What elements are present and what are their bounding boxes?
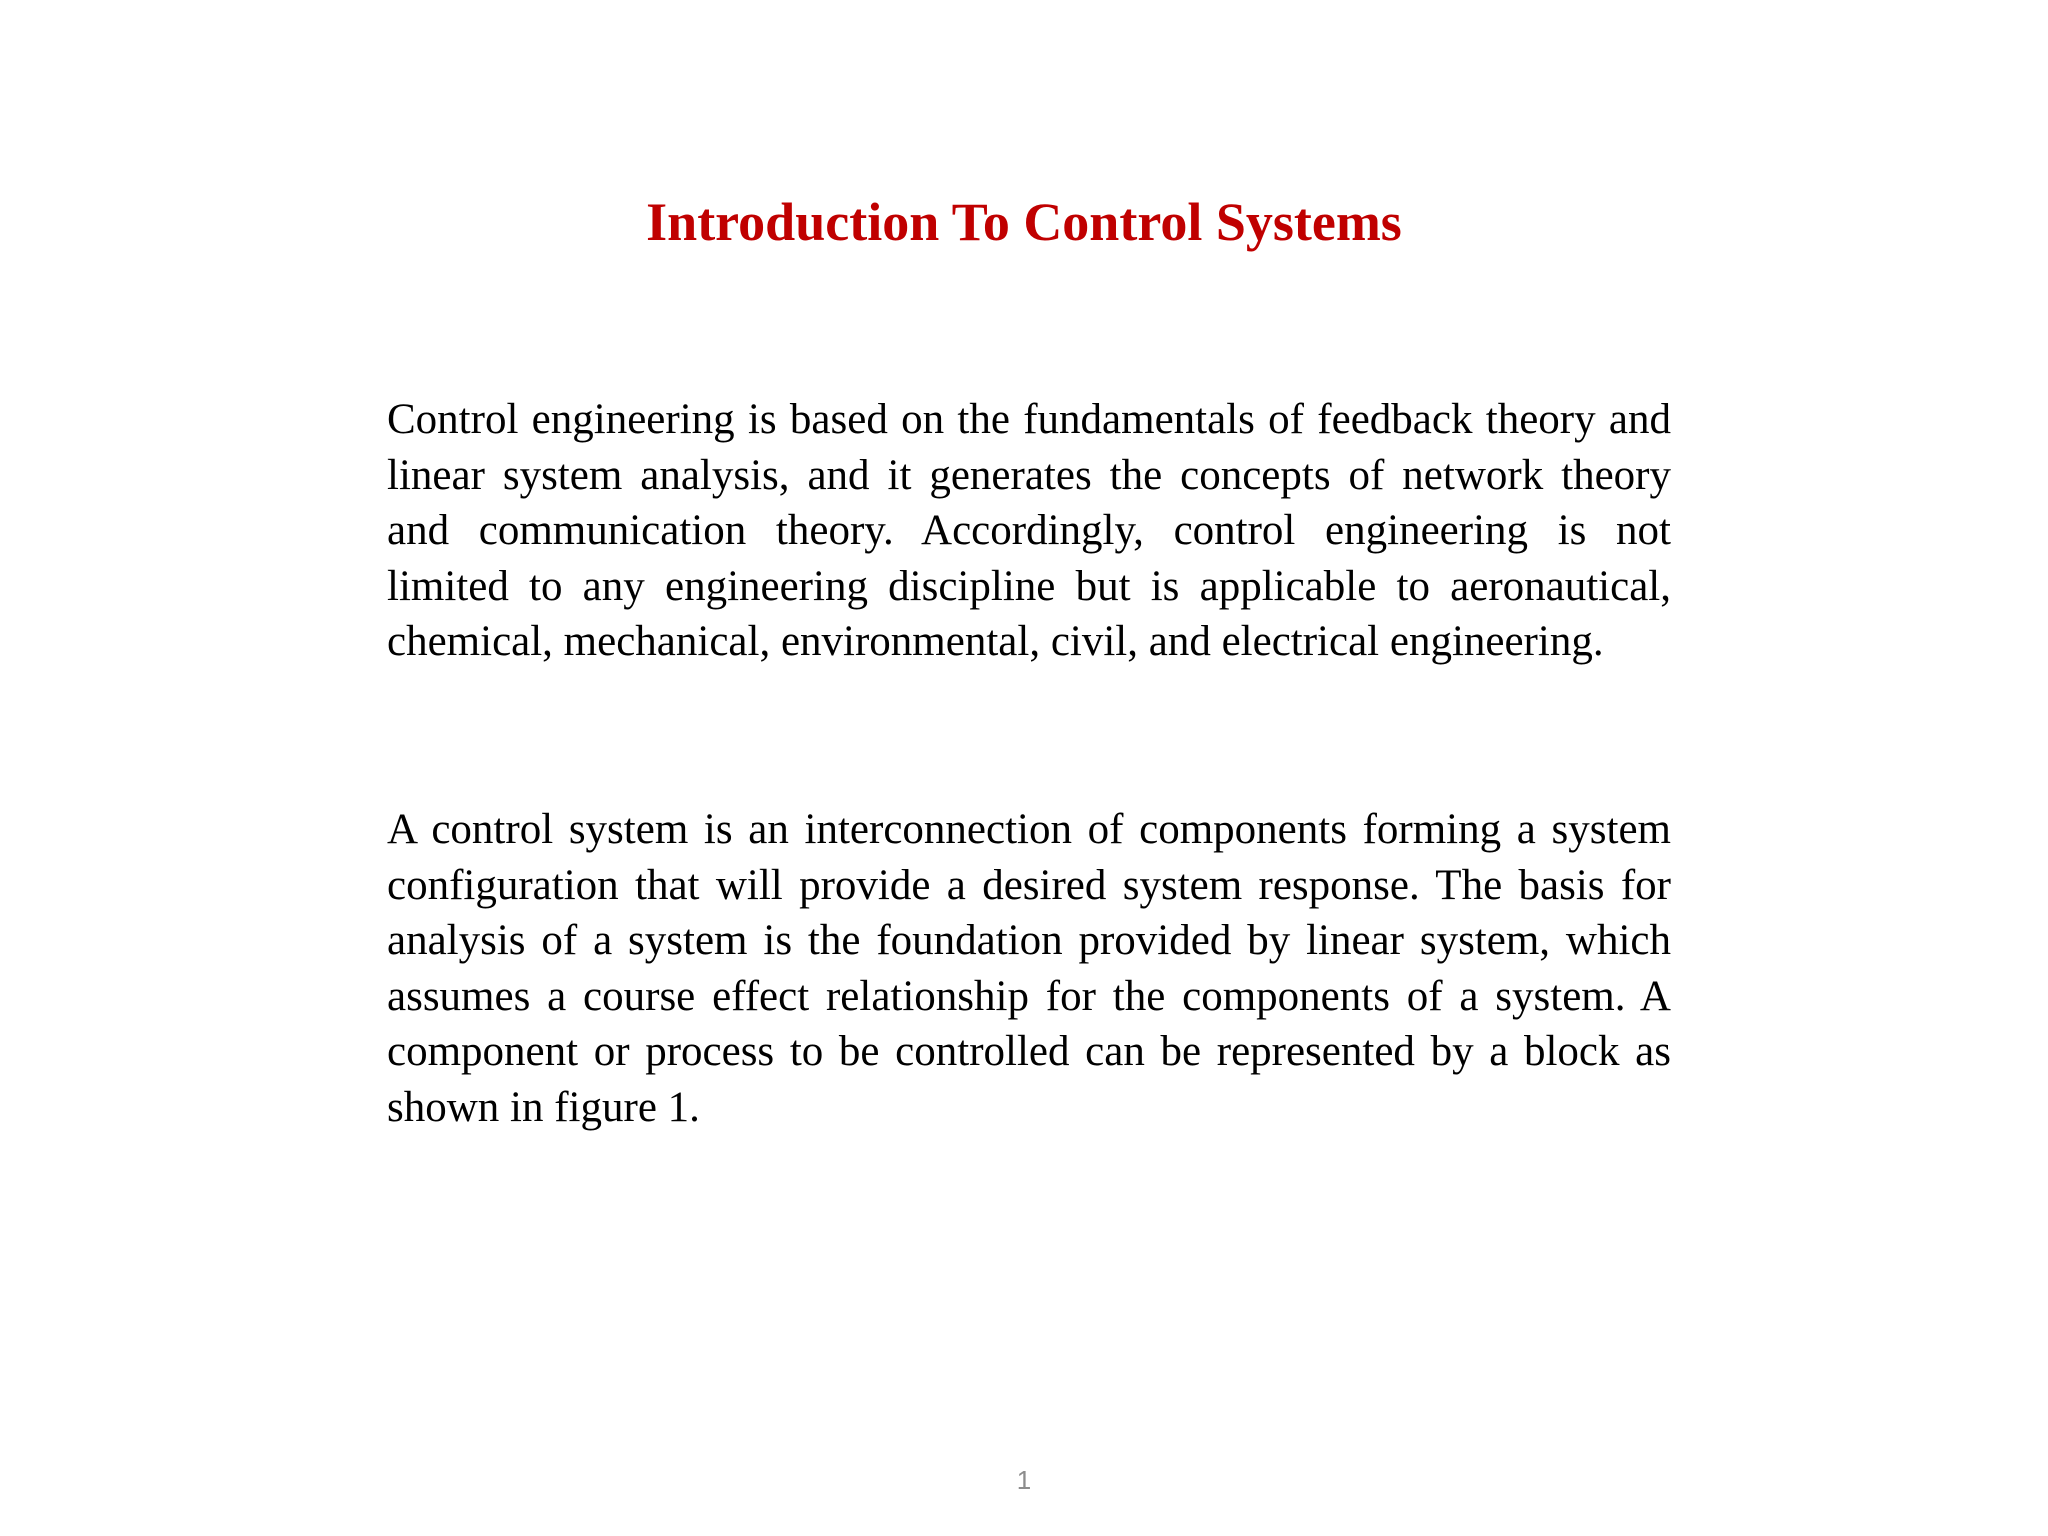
slide-title: Introduction To Control Systems [646,192,1402,252]
paragraph-control-system: A control system is an interconnection of components forming a system configuration that will provide a desired system response. The basis for analysis of a system is the foundation provided by linear system, which assumes a course effect relationship for the components of a system. A component or process to be controlled can be represented by a block as shown in figure 1. [387,806,1671,1131]
page-number: 1 [1016,1465,1032,1495]
paragraph-control-engineering: Control engineering is based on the fundamentals of feedback theory and linear system analysis, and it generates the concepts of network theory and communication theory. Accordingly, control engineering is not limited to any engineering discipline but is applicable to aeronautical, chemical, mechanical, environmental, civil, and electrical engineering. [387,396,1671,665]
